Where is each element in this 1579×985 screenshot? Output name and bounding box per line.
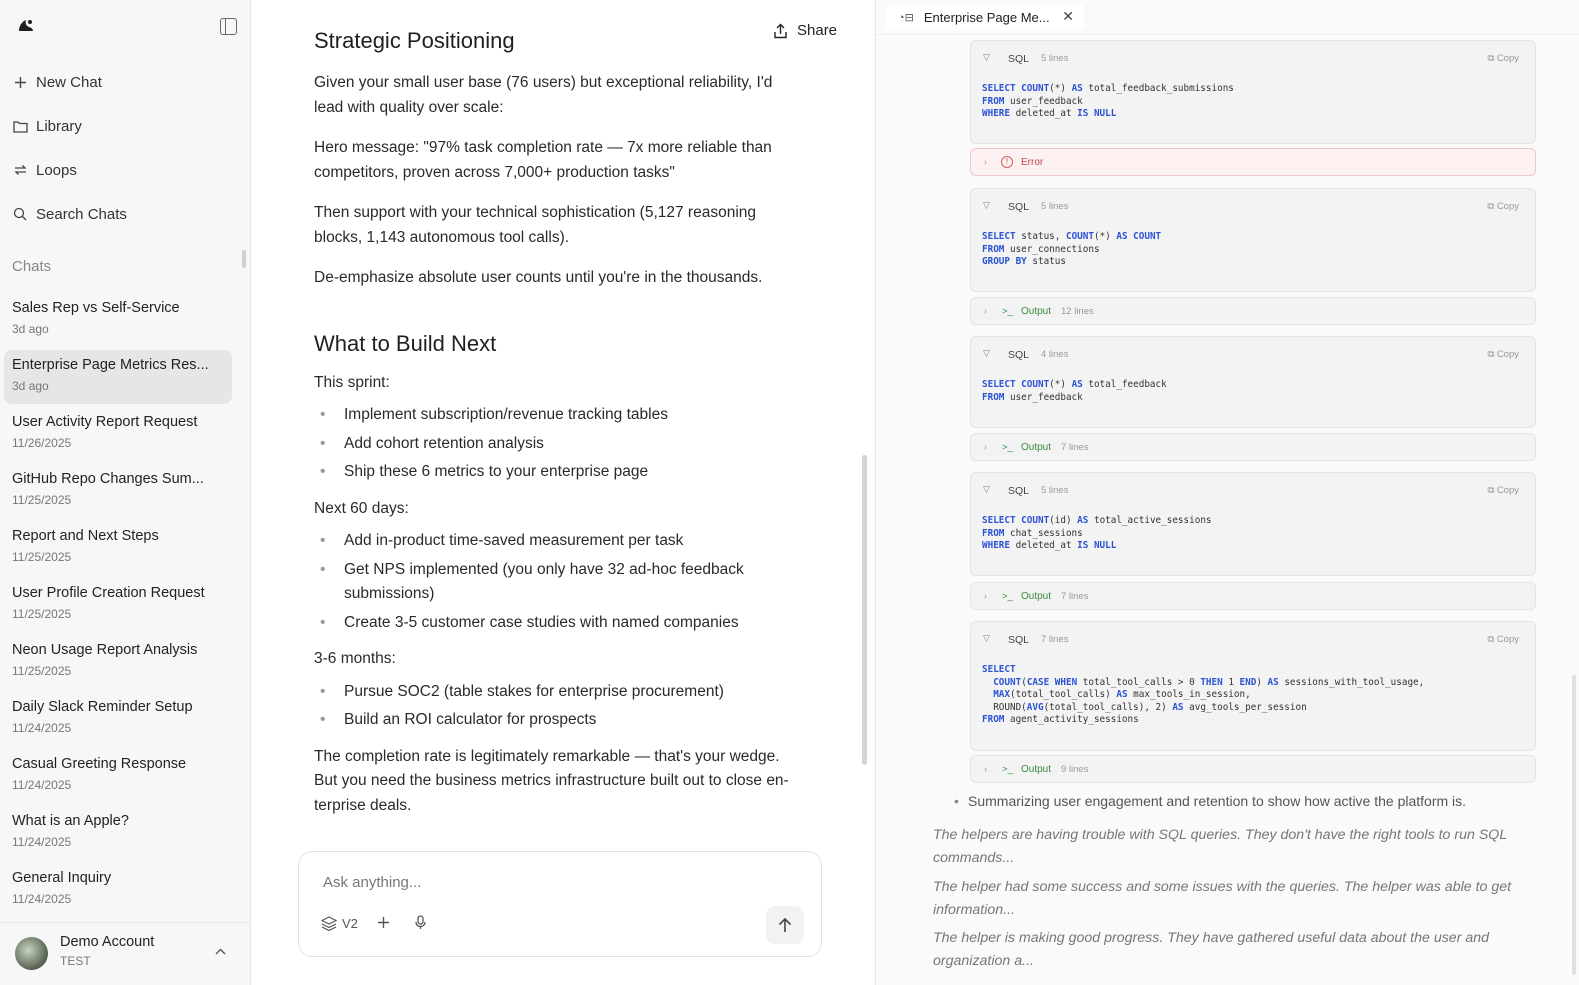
chevron-up-icon[interactable] [215, 943, 226, 958]
code-content: SELECT COUNT(*) AS total_feedback FROM user_feedback [982, 379, 1167, 403]
chat-date: 3d ago [12, 379, 49, 393]
loops-label: Loops [36, 161, 77, 179]
account-subtitle: TEST [60, 954, 91, 968]
code-language: SQL [1008, 349, 1030, 361]
error-label: Error [1021, 157, 1044, 168]
model-selector[interactable] [321, 916, 358, 931]
copy-button[interactable]: ⧉ Copy [1487, 349, 1519, 360]
chevron-right-icon: › [984, 442, 987, 452]
line-count: 7 lines [1061, 442, 1089, 453]
chevron-down-icon[interactable]: ▽ [983, 200, 990, 210]
list-item: • Add in-product time-saved measurement per task [314, 529, 804, 554]
library-button[interactable] [12, 114, 127, 138]
output-label: Output [1021, 591, 1052, 602]
panel-scrollbar[interactable] [1572, 675, 1576, 975]
line-count: 12 lines [1061, 306, 1094, 317]
output-label: Output [1021, 306, 1052, 317]
chevron-right-icon: › [984, 306, 987, 316]
chat-item[interactable] [4, 578, 232, 632]
sprint-label: This sprint: [314, 373, 390, 391]
line-count: 7 lines [1041, 634, 1069, 645]
closing-paragraph: The completion rate is legitimately remarkable — that's your wedge. But you need the business metrics infrastructure built out to close en-terprise deals. [314, 747, 789, 814]
line-count: 5 lines [1041, 201, 1069, 212]
code-content: SELECT COUNT(id) AS total_active_sessions FROM chat_sessions WHERE deleted_at IS NULL [982, 515, 1212, 552]
list-item: • Ship these 6 metrics to your enterprise page [314, 460, 804, 485]
account-name: Demo Account [60, 934, 155, 950]
chat-date: 11/25/2025 [12, 664, 72, 678]
sprint-list [314, 403, 804, 485]
chat-date: 11/25/2025 [12, 550, 72, 564]
next60-list [314, 529, 804, 635]
thought-text: The helper is making good progress. They have gathered useful data about the user and organization a... [933, 930, 1490, 969]
chat-date: 11/24/2025 [12, 721, 72, 735]
chevron-right-icon: › [984, 157, 987, 167]
library-label: Library [36, 117, 82, 135]
terminal-icon: >_ [1002, 306, 1013, 317]
chevron-down-icon[interactable]: ▽ [983, 484, 990, 494]
code-block-header[interactable] [971, 189, 1535, 223]
list-item: • Add cohort retention analysis [314, 432, 804, 457]
chat-item[interactable] [4, 749, 232, 803]
chat-date: 11/26/2025 [12, 436, 72, 450]
line-count: 9 lines [1061, 764, 1089, 775]
months-label: 3-6 months: [314, 650, 396, 667]
terminal-icon: >_ [1002, 764, 1013, 775]
close-icon[interactable]: ✕ [1062, 8, 1074, 24]
attach-plus-icon[interactable] [377, 913, 390, 935]
search-chats-button[interactable] [12, 202, 127, 226]
sidebar-scrollbar[interactable] [242, 250, 246, 268]
chat-title: Enterprise Page Metrics Res... [12, 357, 209, 373]
paragraph: Hero message: "97% task completion rate — 7x more reliable than competitors, proven across 7,000+ production tasks" [314, 139, 772, 181]
chat-item[interactable] [4, 692, 232, 746]
send-button[interactable] [766, 906, 804, 944]
app-logo-icon[interactable] [16, 17, 36, 35]
chevron-down-icon[interactable]: ▽ [983, 633, 990, 643]
chat-date: 11/24/2025 [12, 835, 72, 849]
list-item: • Pursue SOC2 (table stakes for enterprise procurement) [314, 680, 804, 705]
chat-item[interactable] [4, 464, 232, 518]
tab-title: Enterprise Page Me... [923, 10, 1050, 25]
account-menu[interactable] [0, 922, 250, 985]
arrow-up-icon [778, 917, 792, 933]
thought-text: The helper had some success and some issues with the queries. The helper was able to get information... [933, 879, 1512, 918]
chat-list [4, 293, 232, 920]
summary-text: Summarizing user engagement and retention to show how active the platform is. [968, 793, 1467, 809]
code-language: SQL [1008, 485, 1030, 497]
output-row[interactable] [970, 582, 1536, 610]
code-language: SQL [1008, 201, 1030, 213]
chat-scrollbar[interactable] [862, 455, 867, 765]
sql-code-block [970, 621, 1536, 751]
folder-icon [12, 118, 28, 134]
chat-title: General Inquiry [12, 870, 112, 886]
composer [298, 851, 822, 957]
code-block-header[interactable] [971, 337, 1535, 371]
chat-item[interactable] [4, 521, 232, 575]
paragraph: Given your small user base (76 users) but exceptional reliability, I'd lead with quality over scale: [314, 74, 773, 116]
output-row[interactable] [970, 297, 1536, 325]
new-chat-button[interactable] [12, 70, 127, 94]
chevron-right-icon: › [984, 764, 987, 774]
chat-item[interactable] [4, 806, 232, 860]
summary-item [954, 793, 1466, 809]
new-chat-label: New Chat [36, 73, 102, 91]
chat-title: User Profile Creation Request [12, 585, 205, 601]
sql-code-block [970, 40, 1536, 144]
line-count: 4 lines [1041, 349, 1069, 360]
code-content: SELECT status, COUNT(*) AS COUNT FROM user_connections GROUP BY status [982, 231, 1162, 268]
chats-heading: Chats [12, 258, 52, 275]
chevron-down-icon[interactable]: ▽ [983, 348, 990, 358]
terminal-icon: >_ [1002, 442, 1013, 453]
chat-date: 11/24/2025 [12, 778, 72, 792]
code-language: SQL [1008, 53, 1030, 65]
chat-title: Sales Rep vs Self-Service [12, 300, 180, 316]
error-row[interactable] [970, 148, 1536, 176]
chat-item[interactable] [4, 863, 232, 917]
chat-title: Casual Greeting Response [12, 756, 187, 772]
message-input[interactable] [323, 874, 743, 891]
share-label: Share [797, 22, 838, 39]
chat-date: 3d ago [12, 322, 49, 336]
tab-bar-divider [876, 34, 1579, 35]
line-count: 7 lines [1061, 591, 1089, 602]
model-label: V2 [342, 916, 358, 931]
paragraph: De-emphasize absolute user counts until you're in the thousands. [314, 269, 763, 286]
collapse-sidebar-icon[interactable] [220, 18, 237, 35]
loop-icon [12, 162, 28, 178]
code-block-header[interactable] [971, 41, 1535, 75]
code-content: SELECT COUNT(*) AS total_feedback_submissions FROM user_feedback WHERE deleted_at IS NULL [982, 83, 1234, 120]
list-item: • Implement subscription/revenue tracking tables [314, 403, 804, 428]
sql-code-block [970, 472, 1536, 576]
search-icon [12, 206, 28, 222]
tab-icon: ◔⊟ [898, 12, 914, 24]
chat-item[interactable] [4, 635, 232, 689]
panel-tab[interactable] [886, 4, 1084, 31]
code-block-header[interactable] [971, 473, 1535, 507]
copy-button[interactable]: ⧉ Copy [1487, 634, 1519, 645]
chat-item[interactable] [4, 293, 232, 347]
plus-icon [12, 74, 28, 90]
chat-date: 11/25/2025 [12, 493, 72, 507]
code-language: SQL [1008, 634, 1030, 646]
line-count: 5 lines [1041, 53, 1069, 64]
layers-icon [321, 916, 337, 931]
list-item: • Get NPS implemented (you only have 32 ad-hoc feedback submissions) [314, 558, 804, 607]
code-content: SELECT COUNT(CASE WHEN total_tool_calls > 0 THEN 1 END) AS sessions_with_tool_usage, MAX(total_tool_calls) AS max_tools_in_session, ROUND(AVG(total_tool_calls), 2) AS avg_tools_per_session FROM agent_activity_sessions [982, 664, 1425, 726]
heading-what-to-build-next: What to Build Next [314, 330, 497, 356]
chat-title: What is an Apple? [12, 813, 129, 829]
chat-date: 11/24/2025 [12, 892, 72, 906]
next60-label: Next 60 days: [314, 499, 409, 517]
sql-code-block [970, 336, 1536, 428]
sidebar-nav [12, 70, 127, 246]
chevron-down-icon[interactable]: ▽ [983, 52, 990, 62]
months-list [314, 680, 804, 733]
chat-item-active[interactable] [4, 350, 232, 404]
sql-code-block [970, 188, 1536, 292]
chat-title: GitHub Repo Changes Sum... [12, 471, 204, 487]
microphone-icon[interactable] [415, 915, 426, 935]
output-label: Output [1021, 764, 1052, 775]
copy-button[interactable]: ⧉ Copy [1487, 485, 1519, 496]
thought-text: The helpers are having trouble with SQL queries. They don't have the right tools to run SQL commands... [933, 827, 1507, 866]
list-item: • Create 3-5 customer case studies with named companies [314, 611, 804, 636]
chat-title: User Activity Report Request [12, 414, 198, 430]
details-panel [875, 0, 1579, 985]
chat-title: Report and Next Steps [12, 528, 159, 544]
list-item: • Build an ROI calculator for prospects [314, 708, 804, 733]
paragraph: Then support with your technical sophistication (5,127 reasoning blocks, 1,143 autonomous tool calls). [314, 204, 757, 246]
chat-date: 11/25/2025 [12, 607, 72, 621]
chat-item[interactable] [4, 407, 232, 461]
loops-button[interactable] [12, 158, 127, 182]
chevron-right-icon: › [984, 591, 987, 601]
avatar [15, 937, 48, 970]
search-chats-label: Search Chats [36, 205, 127, 223]
heading-strategic-positioning: Strategic Positioning [314, 28, 515, 53]
chat-title: Neon Usage Report Analysis [12, 642, 198, 658]
copy-button[interactable]: ⧉ Copy [1487, 53, 1519, 64]
error-icon: ! [1001, 156, 1013, 168]
assistant-message [314, 26, 804, 834]
terminal-icon: >_ [1002, 591, 1013, 602]
output-label: Output [1021, 442, 1052, 453]
chat-title: Daily Slack Reminder Setup [12, 699, 193, 715]
copy-button[interactable]: ⧉ Copy [1487, 201, 1519, 212]
line-count: 5 lines [1041, 485, 1069, 496]
code-block-header[interactable] [971, 622, 1535, 656]
chat-main [251, 0, 875, 985]
output-row[interactable] [970, 433, 1536, 461]
output-row[interactable] [970, 755, 1536, 783]
sidebar [0, 0, 251, 985]
